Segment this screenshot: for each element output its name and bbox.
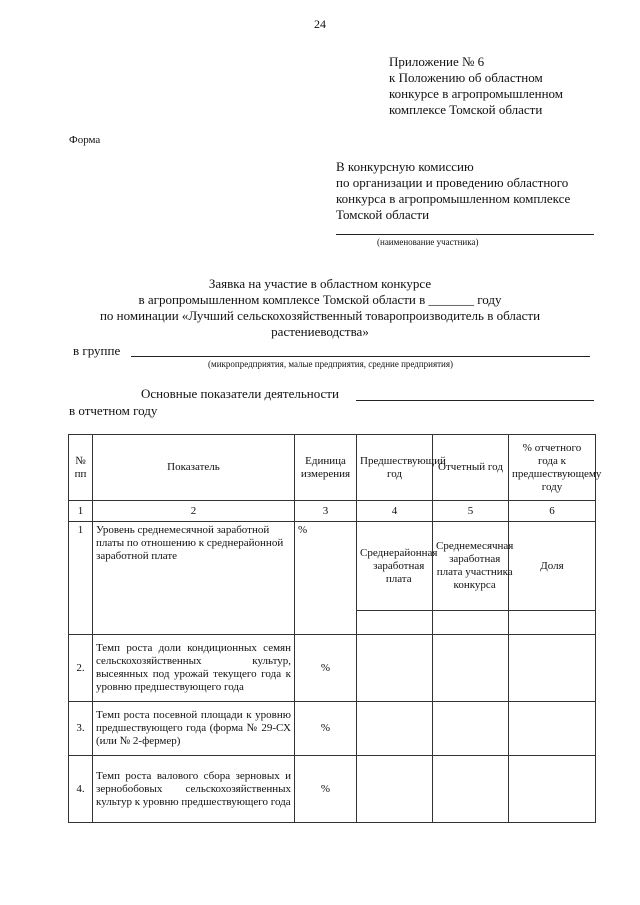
annex-line: комплексе Томской области <box>389 102 543 117</box>
indicators-table <box>68 434 602 823</box>
row-report[interactable] <box>433 756 509 823</box>
column-number: 3 <box>295 501 357 522</box>
row-report: Среднемесячная заработная плата участника конкурса <box>433 523 516 611</box>
table-row <box>69 522 596 635</box>
row-percent[interactable] <box>509 702 596 756</box>
row-num: 2. <box>69 635 93 702</box>
column-number: 1 <box>69 501 93 522</box>
annex-line: конкурсе в агропромышленном <box>389 86 564 101</box>
column-number: 6 <box>509 501 596 522</box>
title-line: растениеводства» <box>271 324 369 339</box>
row-unit: % <box>295 635 357 702</box>
table-header-row <box>69 435 596 501</box>
report-year-label: в отчетном году <box>69 403 158 418</box>
column-number-row <box>69 501 596 522</box>
row-indicator: Уровень среднемесячной заработной платы по отношению к среднерайонной заработной плате <box>93 522 295 635</box>
row-indicator: Темп роста доли кондиционных семян сельскохозяйственных культур, высеянных под урожай текущего года к уровню предшествующего года <box>93 635 295 702</box>
row-prev[interactable] <box>357 702 433 756</box>
header-percent: % отчетного года к предшествующему году <box>509 435 596 501</box>
column-number: 5 <box>433 501 509 522</box>
row-report[interactable] <box>433 635 509 702</box>
row-unit: % <box>295 522 357 635</box>
annex-line: Приложение № 6 <box>389 54 485 69</box>
row-percent[interactable] <box>509 635 596 702</box>
row-report-empty[interactable] <box>433 611 516 634</box>
table-row <box>69 702 596 756</box>
row-unit: % <box>295 756 357 823</box>
header-num: № пп <box>69 435 93 501</box>
participant-caption: (наименование участника) <box>377 237 479 247</box>
row-prev: Среднерайонная заработная плата <box>357 523 440 611</box>
header-indicator: Показатель <box>93 435 295 501</box>
row-num: 1 <box>69 522 93 635</box>
table-row <box>69 756 596 823</box>
table-row <box>69 635 596 702</box>
title-line: по номинации «Лучший сельскохозяйственный товаропроизводитель в области <box>99 308 541 323</box>
row-indicator: Темп роста посевной площади к уровню предшествующего года (форма № 29-СХ (или № 2-фермер) <box>93 702 295 756</box>
commission-line: В конкурсную комиссию <box>336 159 474 174</box>
column-number: 2 <box>93 501 295 522</box>
header-report-year: Отчетный год <box>433 435 509 501</box>
row-prev-cell <box>357 522 438 635</box>
header-prev-year: Предшествующий год <box>357 435 433 501</box>
row-num: 4. <box>69 756 93 823</box>
header-unit: Единица измерения <box>295 435 357 501</box>
commission-line: Томской области <box>336 207 430 222</box>
row-percent[interactable] <box>509 756 596 823</box>
page-number: 24 <box>314 17 326 31</box>
indicators-label: Основные показатели деятельности <box>141 386 339 401</box>
document-title <box>0 276 640 340</box>
commission-block <box>336 159 570 223</box>
row-prev[interactable] <box>357 756 433 823</box>
row-num: 3. <box>69 702 93 756</box>
row-unit: % <box>295 702 357 756</box>
row-prev[interactable] <box>357 635 433 702</box>
indicators-line[interactable] <box>356 400 594 401</box>
row-indicator: Темп роста валового сбора зерновых и зернобобовых сельскохозяйственных культур к уровню предшествующего года <box>93 756 295 823</box>
annex-block <box>389 54 563 118</box>
form-label: Форма <box>69 134 101 146</box>
commission-line: по организации и проведению областного <box>336 175 569 190</box>
annex-line: к Положению об областном <box>389 70 543 85</box>
row-percent: Доля <box>509 523 595 611</box>
group-caption: (микропредприятия, малые предприятия, средние предприятия) <box>208 359 453 369</box>
row-report-cell <box>433 522 514 635</box>
row-percent-empty[interactable] <box>509 611 595 634</box>
participant-name-line[interactable] <box>336 234 594 235</box>
row-percent-cell <box>509 522 596 635</box>
row-prev-empty[interactable] <box>357 611 440 634</box>
commission-line: конкурса в агропромышленном комплексе <box>336 191 571 206</box>
row-report[interactable] <box>433 702 509 756</box>
title-line: в агропромышленном комплексе Томской области в _______ году <box>138 292 502 307</box>
group-label: в группе <box>73 343 121 358</box>
group-line[interactable] <box>131 356 590 357</box>
column-number: 4 <box>357 501 433 522</box>
title-line: Заявка на участие в областном конкурсе <box>208 276 432 291</box>
